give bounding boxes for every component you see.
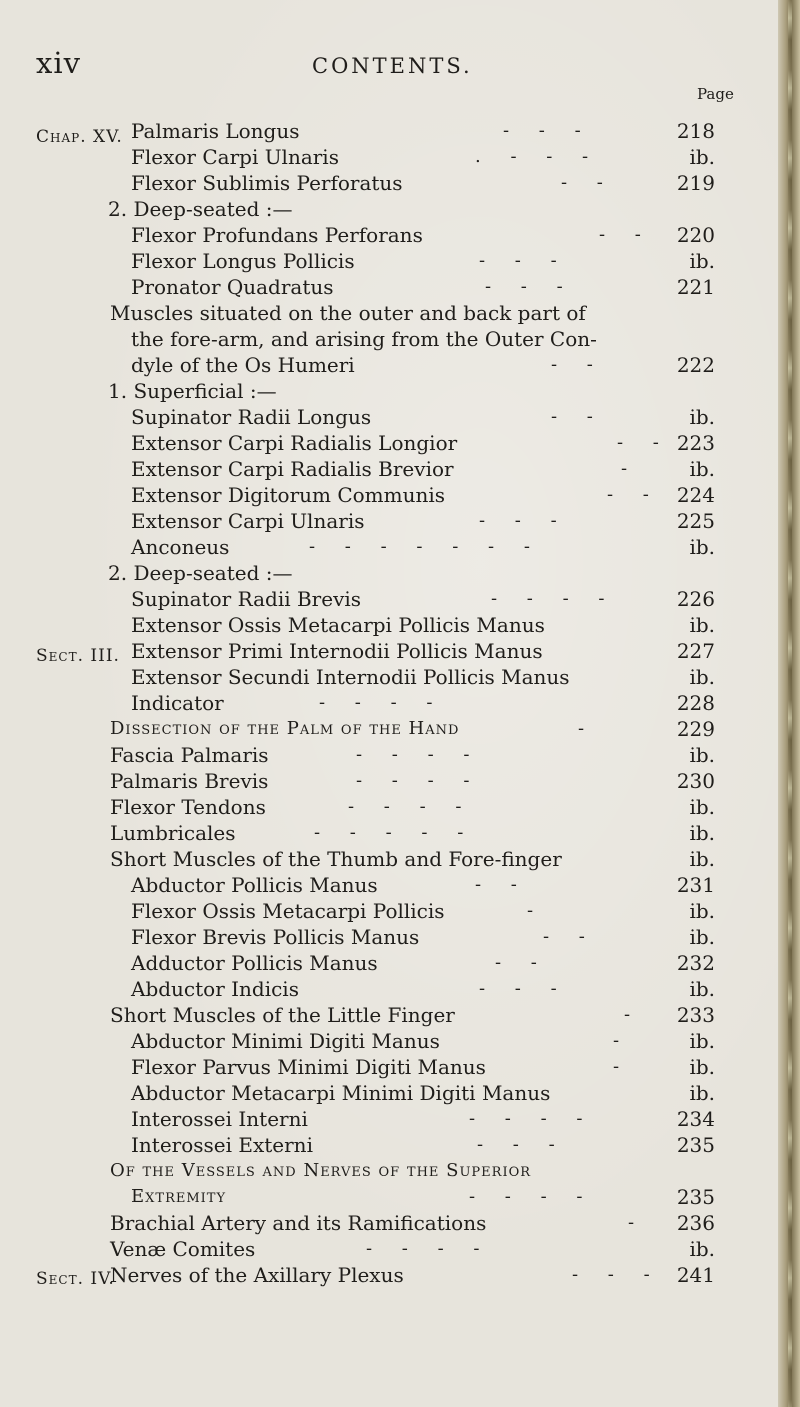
entry-page: ib. (689, 249, 715, 273)
toc-entry (131, 508, 715, 534)
section-label: Sect. III. (36, 646, 120, 666)
toc-entry (131, 248, 715, 274)
entry-leader: - (621, 458, 640, 479)
entry-leader: - - (543, 926, 597, 947)
entry-page: 226 (676, 587, 715, 611)
page-header (36, 46, 636, 86)
entry-page: ib. (689, 743, 715, 767)
entry-title: Extensor Primi Internodii Pollicis Manus (131, 639, 543, 663)
toc-entry (110, 820, 715, 846)
entry-leader: - - (551, 406, 605, 427)
toc-entry (110, 1236, 715, 1262)
toc-entry (110, 1002, 715, 1028)
entry-title: Palmaris Brevis (110, 769, 269, 793)
entry-leader: - - - - (356, 744, 482, 765)
toc-section-heading (110, 716, 715, 742)
entry-title: Flexor Sublimis Perforatus (131, 171, 403, 195)
entry-page: ib. (689, 1055, 715, 1079)
entry-title: Adductor Pollicis Manus (131, 951, 378, 975)
entry-page: 225 (676, 509, 715, 533)
toc-entry (131, 690, 715, 716)
entry-title: Flexor Carpi Ulnaris (131, 145, 339, 169)
entry-title: Interossei Externi (131, 1133, 313, 1157)
entry-title: Supinator Radii Longus (131, 405, 372, 429)
entry-title: Anconeus (131, 535, 230, 559)
entry-leader: - - - - (469, 1108, 595, 1129)
toc-entry (110, 846, 715, 872)
entry-title: Flexor Brevis Pollicis Manus (131, 925, 420, 949)
entry-page: ib. (689, 665, 715, 689)
toc-entry (131, 404, 715, 430)
entry-leader: - (613, 1056, 632, 1077)
page-edge-streak (788, 0, 792, 1407)
entry-title: Abductor Minimi Digiti Manus (131, 1029, 440, 1053)
toc-entry (131, 976, 715, 1002)
entry-page: ib. (689, 1029, 715, 1053)
toc-entry (131, 456, 715, 482)
entry-title: 1. Superficial :— (108, 379, 277, 403)
entry-leader: - - (475, 874, 529, 895)
entry-title: Extensor Carpi Radialis Brevior (131, 457, 454, 481)
entry-page: ib. (689, 145, 715, 169)
toc-heading-line (110, 300, 715, 326)
toc-entry (110, 768, 715, 794)
entry-title: Supinator Radii Brevis (131, 587, 362, 611)
entry-leader: - - - - (469, 1186, 595, 1207)
entry-leader: - - - - (319, 692, 445, 713)
toc-entry (131, 950, 715, 976)
entry-leader: . - - - (475, 146, 601, 167)
entry-leader: - - - - (348, 796, 474, 817)
entry-page: 233 (676, 1003, 715, 1027)
toc-entry (110, 794, 715, 820)
entry-leader: - - - (479, 510, 569, 531)
toc-entry (110, 742, 715, 768)
entry-page: 229 (676, 717, 715, 741)
toc-subheading (108, 378, 715, 404)
entry-page: ib. (689, 405, 715, 429)
entry-page: 241 (676, 1263, 715, 1287)
entry-page: 235 (676, 1133, 715, 1157)
toc-entry (110, 1262, 715, 1288)
entry-leader: - - - (503, 120, 593, 141)
toc-entry (131, 872, 715, 898)
entry-title: Short Muscles of the Thumb and Fore-finger (110, 847, 562, 871)
entry-leader: - - (607, 484, 661, 505)
entry-title: Abductor Indicis (131, 977, 299, 1001)
toc-entry (131, 1028, 715, 1054)
toc-subheading (108, 196, 715, 222)
chapter-label: Chap. XV. (36, 127, 123, 147)
entry-leader: - - (495, 952, 549, 973)
toc-entry (131, 898, 715, 924)
entry-leader: - (613, 1030, 632, 1051)
entry-page: ib. (689, 1081, 715, 1105)
toc-section-heading (131, 1184, 715, 1210)
entry-page: 219 (676, 171, 715, 195)
entry-page: ib. (689, 457, 715, 481)
entry-title: Extensor Carpi Ulnaris (131, 509, 365, 533)
folio-number: xiv (36, 46, 82, 80)
entry-page: 221 (676, 275, 715, 299)
toc-entry (131, 1054, 715, 1080)
toc-entry (131, 534, 715, 560)
toc-subheading (108, 560, 715, 586)
entry-title: Extensor Digitorum Communis (131, 483, 446, 507)
section-label: Sect. IV. (36, 1269, 115, 1289)
toc-entry (131, 118, 715, 144)
entry-title: Abductor Pollicis Manus (131, 873, 378, 897)
toc-entry (131, 1080, 715, 1106)
entry-leader: - - (551, 354, 605, 375)
entry-page: 235 (676, 1185, 715, 1209)
toc-entry (131, 482, 715, 508)
entry-page: 232 (676, 951, 715, 975)
entry-leader: - (628, 1212, 647, 1233)
entry-leader: - (527, 900, 546, 921)
toc-entry (131, 170, 715, 196)
entry-title: 2. Deep-seated :— (108, 197, 293, 221)
entry-title: Nerves of the Axillary Plexus (110, 1263, 404, 1287)
entry-leader: - - - (485, 276, 575, 297)
entry-page: 222 (676, 353, 715, 377)
toc-section-heading (110, 1158, 715, 1184)
entry-page: ib. (689, 925, 715, 949)
entry-page: ib. (689, 613, 715, 637)
entry-title: Flexor Profundans Perforans (131, 223, 423, 247)
entry-title: Flexor Ossis Metacarpi Pollicis (131, 899, 445, 923)
entry-leader: - - - - (366, 1238, 492, 1259)
toc-entry (131, 586, 715, 612)
entry-title: dyle of the Os Humeri (131, 353, 355, 377)
toc-entry (110, 1210, 715, 1236)
entry-leader: - - - (479, 250, 569, 271)
toc-entry (131, 664, 715, 690)
entry-leader: - (578, 718, 597, 739)
entry-page: 224 (676, 483, 715, 507)
entry-title: Muscles situated on the outer and back part of (110, 301, 586, 325)
entry-page: 220 (676, 223, 715, 247)
entry-page: ib. (689, 899, 715, 923)
entry-title: 2. Deep-seated :— (108, 561, 293, 585)
entry-page: 218 (676, 119, 715, 143)
entry-title: Interossei Interni (131, 1107, 308, 1131)
entry-title: Extensor Carpi Radialis Longior (131, 431, 458, 455)
entry-title: Fascia Palmaris (110, 743, 269, 767)
entry-leader: - - (561, 172, 615, 193)
entry-title: Extremity (131, 1186, 227, 1207)
entry-leader: - - - - - - - (309, 536, 542, 557)
entry-page: ib. (689, 821, 715, 845)
entry-page: 231 (676, 873, 715, 897)
entry-title: Palmaris Longus (131, 119, 300, 143)
entry-page: ib. (689, 977, 715, 1001)
entry-leader: - - (599, 224, 653, 245)
entry-title: Of the Vessels and Nerves of the Superior (110, 1160, 532, 1181)
entry-title: Dissection of the Palm of the Hand (110, 718, 460, 739)
entry-leader: - - - (479, 978, 569, 999)
entry-page: 236 (676, 1211, 715, 1235)
entry-page: 223 (676, 431, 715, 455)
entry-leader: - - (617, 432, 671, 453)
page-column-heading: Page (697, 85, 734, 103)
entry-title: Venæ Comites (110, 1237, 256, 1261)
entry-title: Extensor Secundi Internodii Pollicis Manus (131, 665, 570, 689)
entry-title: Brachial Artery and its Ramifications (110, 1211, 487, 1235)
entry-title: Lumbricales (110, 821, 236, 845)
toc-entry (131, 612, 715, 638)
toc-entry (131, 222, 715, 248)
entry-title: Short Muscles of the Little Finger (110, 1003, 455, 1027)
entry-title: Abductor Metacarpi Minimi Digiti Manus (131, 1081, 551, 1105)
entry-title: the fore-arm, and arising from the Outer Con- (131, 327, 597, 351)
entry-title: Flexor Tendons (110, 795, 266, 819)
toc-entry (131, 352, 715, 378)
entry-title: Flexor Longus Pollicis (131, 249, 355, 273)
entry-title: Pronator Quadratus (131, 275, 334, 299)
toc-entry (131, 1132, 715, 1158)
toc-entry (131, 274, 715, 300)
running-title: CONTENTS. (312, 54, 473, 78)
entry-leader: - - - (572, 1264, 662, 1285)
entry-page: ib. (689, 847, 715, 871)
toc-entry (131, 144, 715, 170)
entry-page: ib. (689, 1237, 715, 1261)
entry-title: Extensor Ossis Metacarpi Pollicis Manus (131, 613, 545, 637)
toc-entry (131, 638, 715, 664)
toc-heading-line (131, 326, 715, 352)
toc-entry (131, 924, 715, 950)
entry-page: ib. (689, 795, 715, 819)
entry-page: 228 (676, 691, 715, 715)
entry-leader: - - - - (491, 588, 617, 609)
entry-leader: - - - - (356, 770, 482, 791)
entry-leader: - - - - - (314, 822, 476, 843)
entry-page: ib. (689, 535, 715, 559)
toc-entry (131, 1106, 715, 1132)
entry-page: 230 (676, 769, 715, 793)
entry-page: 234 (676, 1107, 715, 1131)
entry-page: 227 (676, 639, 715, 663)
entry-title: Flexor Parvus Minimi Digiti Manus (131, 1055, 486, 1079)
entry-title: Indicator (131, 691, 224, 715)
entry-leader: - (624, 1004, 643, 1025)
entry-leader: - - - (477, 1134, 567, 1155)
toc-entry (131, 430, 715, 456)
